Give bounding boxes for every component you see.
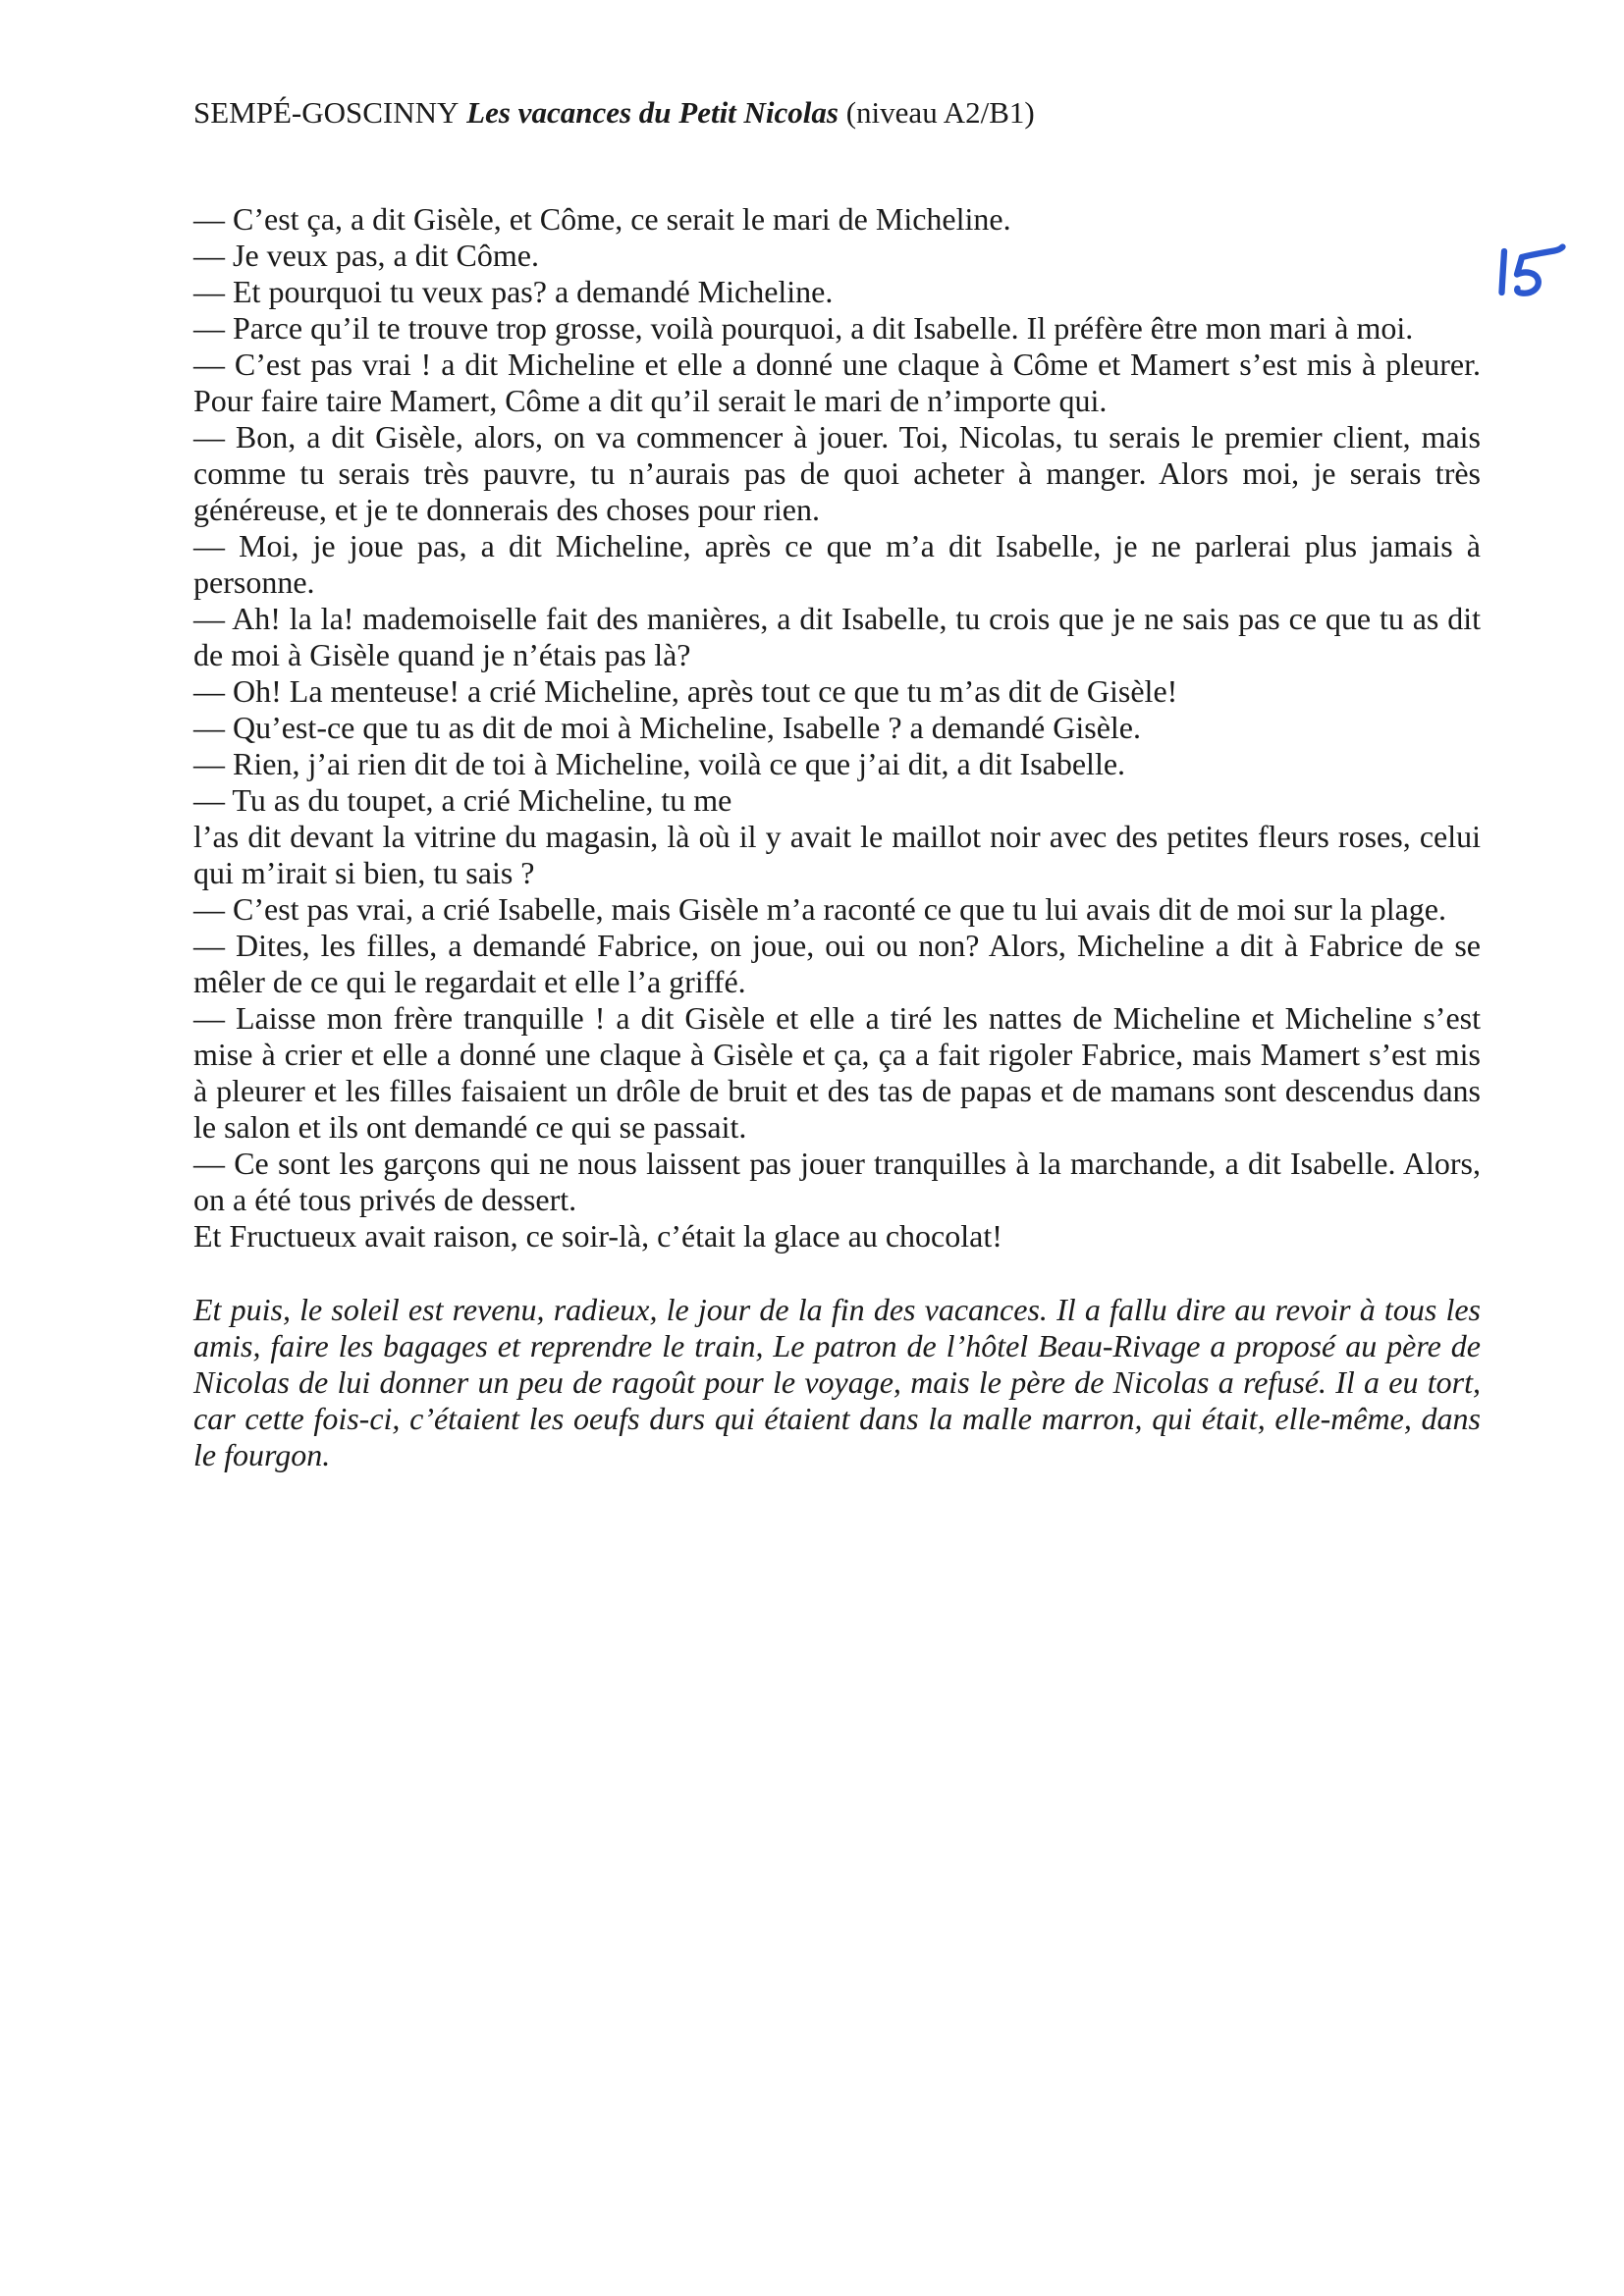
paragraph: — Je veux pas, a dit Côme. [193, 238, 539, 273]
paragraph: — C’est pas vrai ! a dit Micheline et elle a donné une claque à Côme et Mamert s’est mis à pleurer. Pour faire taire Mamert, Côme a dit qu’il serait le mari de n’importe qui. [193, 347, 1481, 418]
digit-five-body-stroke [1517, 257, 1539, 294]
text-block [193, 201, 1481, 1473]
paragraph: — Parce qu’il te trouve trop grosse, voilà pourquoi, a dit Isabelle. Il préfère être mon mari à moi. [193, 310, 1414, 346]
paragraph: — Moi, je joue pas, a dit Micheline, après ce que m’a dit Isabelle, je ne parlerai plus jamais à personne. [193, 528, 1481, 600]
paragraph: — C’est ça, a dit Gisèle, et Côme, ce serait le mari de Micheline. [193, 201, 1011, 237]
paragraph: l’as dit devant la vitrine du magasin, là où il y avait le maillot noir avec des petites fleurs roses, celui qui m’irait si bien, tu sais ? [193, 819, 1481, 890]
header-level: (niveau A2/B1) [845, 95, 1035, 130]
paragraph: — Et pourquoi tu veux pas? a demandé Micheline. [193, 274, 834, 309]
paragraph: — Tu as du toupet, a crié Micheline, tu me [193, 782, 732, 818]
header-separator [459, 95, 466, 130]
paragraph: — Oh! La menteuse! a crié Micheline, après tout ce que tu m’as dit de Gisèle! [193, 673, 1178, 709]
paragraph: — Laisse mon frère tranquille ! a dit Gisèle et elle a tiré les nattes de Micheline et Micheline s’est mise à crier et elle a donné une claque à Gisèle et ça, ça a fait rigoler Fabrice, mais Mamert s’est mis à pleurer et les filles faisaient un drôle de bruit et des tas de papas et de mamans sont descendus dans le salon et ils ont demandé ce qui se passait. [193, 1000, 1481, 1145]
paragraph: — Qu’est-ce que tu as dit de moi à Micheline, Isabelle ? a demandé Gisèle. [193, 710, 1141, 745]
paragraph: — Bon, a dit Gisèle, alors, on va commencer à jouer. Toi, Nicolas, tu serais le premier client, mais comme tu serais très pauvre, tu n’aurais pas de quoi acheter à manger. Alors moi, je serais très généreuse, et je te donnerais des choses pour rien. [193, 419, 1481, 527]
paragraph: — Ce sont les garçons qui ne nous laissent pas jouer tranquilles à la marchande, a dit Isabelle. Alors, on a été tous privés de dessert. [193, 1146, 1481, 1217]
digit-five-bar-stroke [1522, 247, 1563, 258]
header-title: Les vacances du Petit Nicolas [466, 95, 839, 130]
digit-one-stroke [1502, 251, 1505, 293]
paragraph: Et Fructueux avait raison, ce soir-là, c’était la glace au chocolat! [193, 1218, 1002, 1254]
document-header [193, 95, 1481, 131]
handwritten-page-number [1490, 241, 1573, 304]
paragraph: — C’est pas vrai, a crié Isabelle, mais Gisèle m’a raconté ce que tu lui avais dit de moi sur la plage. [193, 891, 1446, 927]
paragraph: — Dites, les filles, a demandé Fabrice, on joue, oui ou non? Alors, Micheline a dit à Fabrice de se mêler de ce qui le regardait et elle l’a griffé. [193, 928, 1481, 999]
header-separator [839, 95, 846, 130]
paragraph: Et puis, le soleil est revenu, radieux, le jour de la fin des vacances. Il a fallu dire au revoir à tous les amis, faire les bagages et reprendre le train, Le patron de l’hôtel Beau-Rivage a proposé au père de Nicolas de lui donner un peu de ragoût pour le voyage, mais le père de Nicolas a refusé. Il a eu tort, car cette fois-ci, c’étaient les oeufs durs qui étaient dans la malle marron, qui était, elle-même, dans le fourgon. [193, 1292, 1481, 1472]
header-author: SEMPÉ-GOSCINNY [193, 95, 460, 130]
paragraph: — Rien, j’ai rien dit de toi à Micheline, voilà ce que j’ai dit, a dit Isabelle. [193, 746, 1126, 781]
paragraph: — Ah! la la! mademoiselle fait des manières, a dit Isabelle, tu crois que je ne sais pas ce que tu as dit de moi à Gisèle quand je n’étais pas là? [193, 601, 1481, 672]
